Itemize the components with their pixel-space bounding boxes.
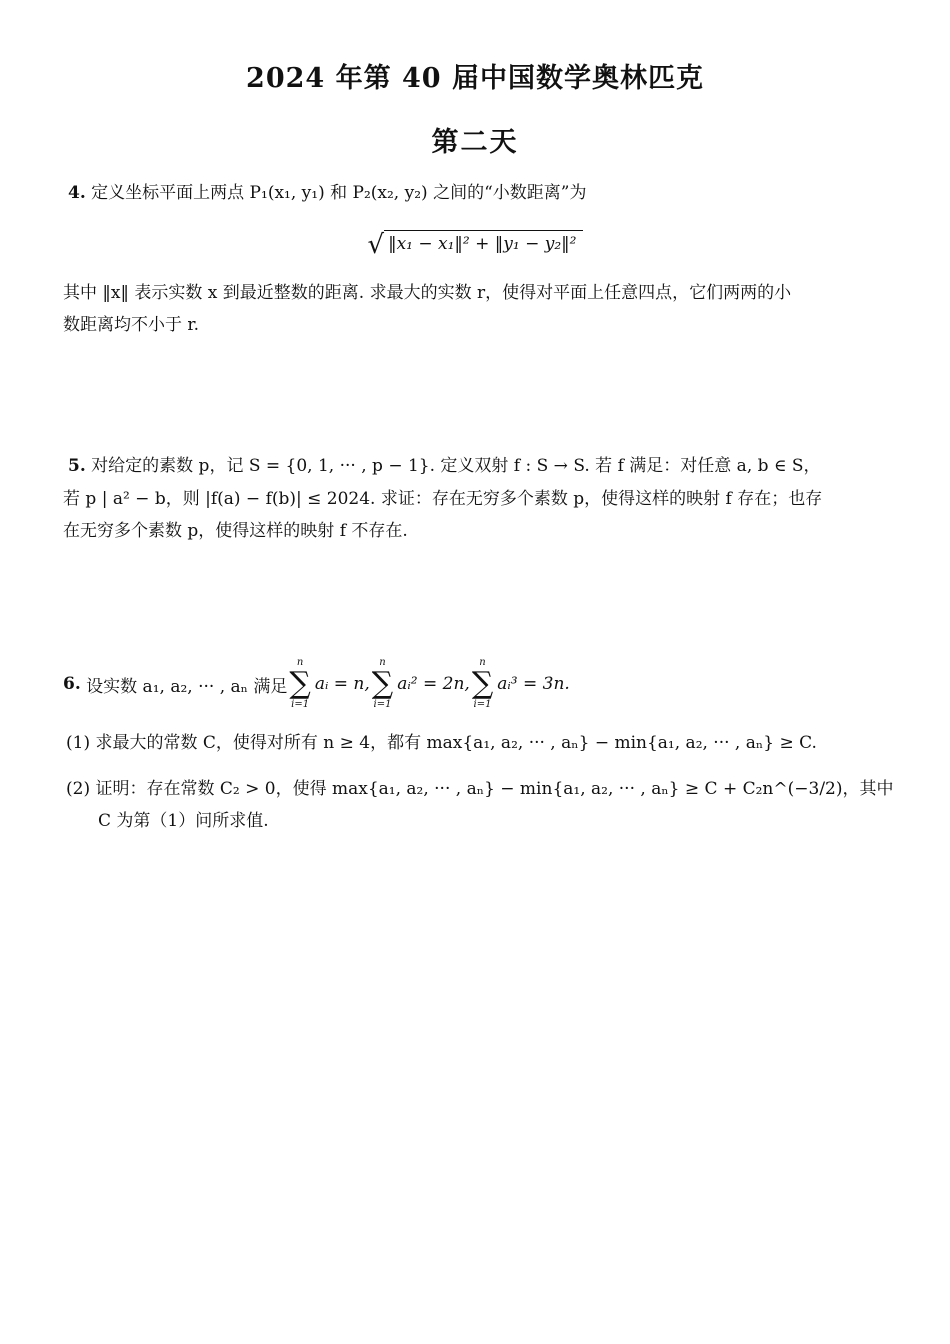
summation-3 bbox=[472, 658, 493, 710]
summation-1-lower: i=1 bbox=[291, 699, 310, 710]
summation-2-upper: n bbox=[379, 657, 386, 668]
day-heading: 第二天 bbox=[431, 127, 519, 158]
sqrt-sign-icon: √ bbox=[367, 230, 385, 260]
problem-6-intro: 设实数 a₁, a₂, ··· , aₙ 满足 bbox=[86, 676, 288, 697]
sigma-icon: ∑ bbox=[471, 666, 494, 701]
problem-6-part-1: (1) 求最大的常数 C，使得对所有 n ≥ 4，都有 max{a₁, a₂, ··· , aₙ} − min{a₁, a₂, ··· , aₙ} ≥ C. bbox=[66, 733, 817, 753]
summation-3-lower: i=1 bbox=[473, 699, 492, 710]
sigma-icon: ∑ bbox=[289, 666, 311, 701]
problem-5-text-1: 对给定的素数 p，记 S = {0, 1, ··· , p − 1}. 定义双射 f : S → S. 若 f 满足：对任意 a, b ∈ S， bbox=[91, 456, 821, 476]
problem-6-part-2-cont: C 为第（1）问所求值. bbox=[98, 811, 269, 831]
problem-6-number: 6. bbox=[63, 674, 81, 694]
summation-2 bbox=[372, 658, 393, 710]
problem-5-text-3: 在无穷多个素数 p，使得这样的映射 f 不存在. bbox=[63, 521, 408, 541]
summation-1-body: aᵢ = n, bbox=[314, 674, 370, 694]
summation-1 bbox=[289, 658, 310, 710]
problem-4-number: 4. bbox=[68, 183, 86, 203]
problem-5-number: 5. bbox=[68, 456, 86, 476]
problem-4-text-1: 定义坐标平面上两点 P₁(x₁, y₁) 和 P₂(x₂, y₂) 之间的“小数距离”为 bbox=[91, 183, 587, 203]
summation-3-body: aᵢ³ = 3n. bbox=[497, 674, 570, 694]
problem-4-text-3: 数距离均不小于 r. bbox=[63, 315, 200, 335]
problem-4-line-1 bbox=[68, 182, 586, 204]
summation-2-lower: i=1 bbox=[373, 699, 392, 710]
problem-6-line-1 bbox=[63, 652, 570, 716]
problem-5-line-1 bbox=[68, 455, 821, 477]
sigma-icon: ∑ bbox=[371, 666, 394, 701]
summation-2-body: aᵢ² = 2n, bbox=[397, 674, 470, 694]
page-title: 2024 年第 40 届中国数学奥林匹克 bbox=[246, 63, 704, 94]
problem-6-part-2: (2) 证明：存在常数 C₂ > 0，使得 max{a₁, a₂, ··· , aₙ} − min{a₁, a₂, ··· , aₙ} ≥ C + C₂n^(−3/2)，其中 bbox=[66, 779, 894, 799]
problem-4-formula-text: ‖x₁ − x₁‖² + ‖y₁ − y₂‖² bbox=[384, 230, 582, 255]
problem-4-text-2: 其中 ‖x‖ 表示实数 x 到最近整数的距离. 求最大的实数 r，使得对平面上任意四点，它们两两的小 bbox=[63, 283, 792, 303]
summation-1-upper: n bbox=[296, 657, 304, 668]
problem-5-text-2: 若 p | a² − b，则 |f(a) − f(b)| ≤ 2024. 求证：存在无穷多个素数 p，使得这样的映射 f 存在；也存 bbox=[63, 489, 823, 509]
problem-4-formula bbox=[0, 230, 950, 260]
summation-3-upper: n bbox=[479, 657, 486, 668]
